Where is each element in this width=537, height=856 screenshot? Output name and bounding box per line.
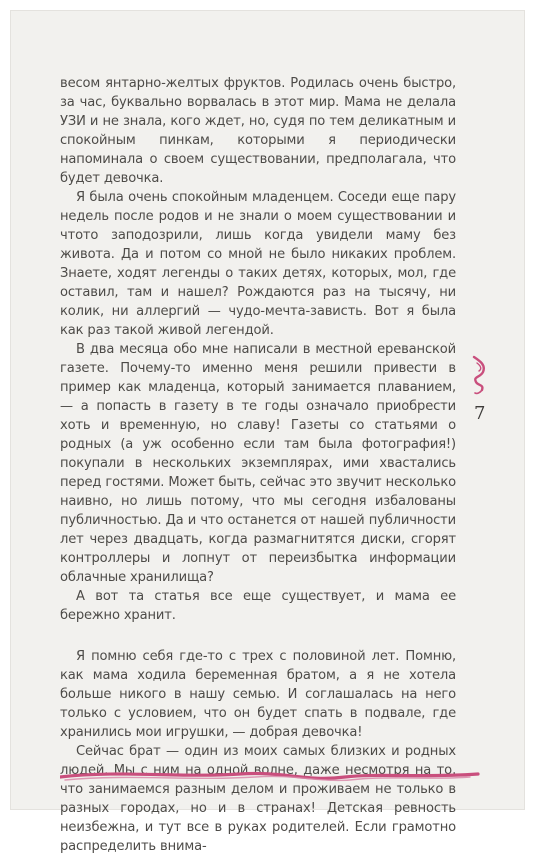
page-number: 7 xyxy=(474,403,486,424)
paragraph-4: А вот та статья все еще существует, и мама ее бережно хранит. xyxy=(60,589,456,623)
book-page xyxy=(10,10,525,854)
paragraph-3: В два месяца обо мне написали в местной ереванской газете. Почему-то именно меня решили привести в пример как младенца, который занимается плаванием, — а попасть в газету в те годы означало приобрести хоть и временную, но славу! Газеты со статьями о родных (а уж особенно если там была фотография!) покупали в нескольких экземплярах, ими хвастались перед гостями. Может быть, сейчас это звучит несколько наивно, но лишь потому, что мы сегодня избалованы публичностью. Да и что останется от нашей публичности лет через двадцать, когда размагнитятся диски, сгорят контроллеры и лопнут от переизбытка информации облачные хранилища? xyxy=(60,342,456,585)
paragraph-1: весом янтарно-желтых фруктов. Родилась очень быстро, за час, буквально ворвалась в этот мир. Мама не делала УЗИ и не знала, кого ждет, но, судя по тем деликатным и спокойным пинкам, которыми я периодически напоминала о своем существовании, предполагала, что будет девочка. xyxy=(60,76,456,186)
paragraph-2: Я была очень спокойным младенцем. Соседи еще пару недель после родов и не знали о моем существовании и чтото заподозрили, лишь когда увидели маму без живота. Да и потом со мной не было никаких проблем. Знаете, ходят легенды о таких детях, которых, мол, где оставил, там и нашел? Рождаются раз на тысячу, ни колик, ни аллергий — чудо-мечта-зависть. Вот я была как раз такой живой легендой. xyxy=(60,190,456,338)
pink-flourish-icon xyxy=(469,355,491,397)
body-text xyxy=(60,74,456,856)
paragraph-5: Я помню себя где-то с трех с половиной лет. Помню, как мама ходила беременная братом, а я не хотела больше никого в нашу семью. И соглашалась на него только с условием, что он будет спать в подвале, где хранились мои игрушки, — добрая девочка! xyxy=(60,649,456,740)
pink-brush-stroke xyxy=(60,765,480,789)
paragraph-6: Сейчас брат — один из моих самых близких и родных людей. Мы с ним на одной волне, даже несмотря на то, что занимаемся разным делом и проживаем не только в разных городах, но и в странах! Детская ревность неизбежна, и тут все в руках родителей. Если грамотно распределить внима- xyxy=(60,744,456,854)
